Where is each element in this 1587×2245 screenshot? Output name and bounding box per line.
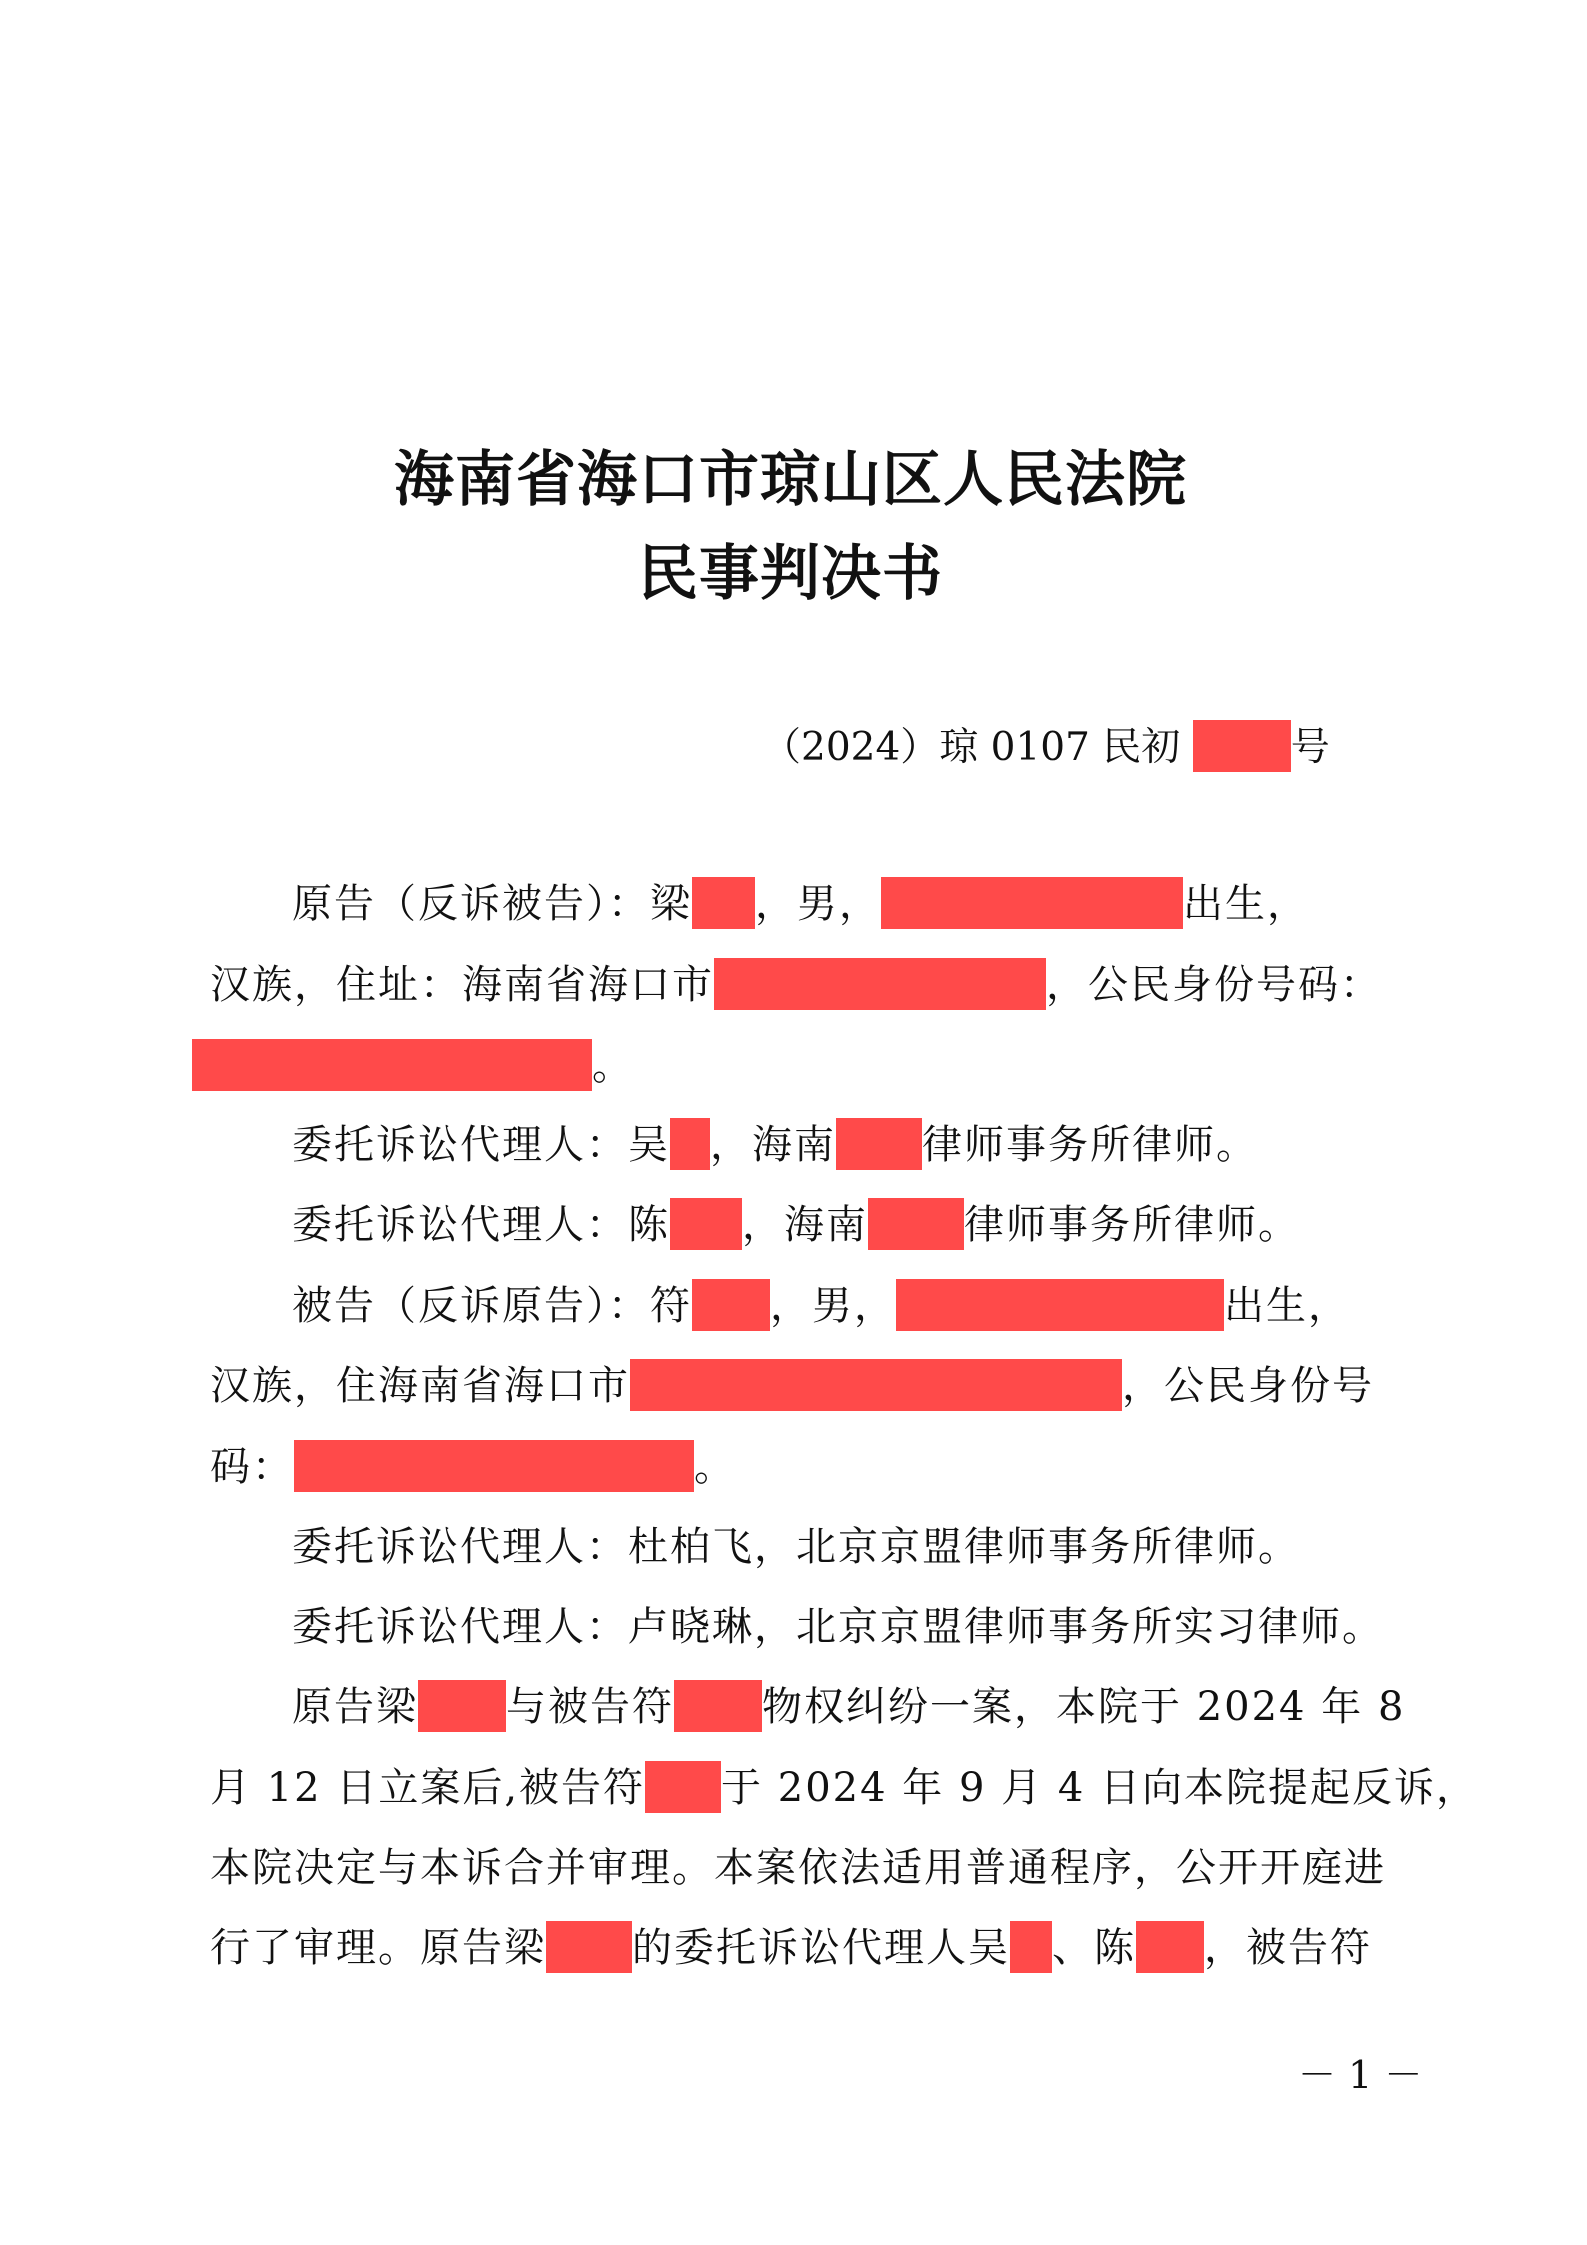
agent-firm-suffix: 律师事务所律师。 (922, 1122, 1258, 1168)
plaintiff-label: 原告（反诉被告）：梁 (292, 881, 692, 927)
redaction-block (192, 1039, 592, 1091)
defendant-address-label: 汉族，住海南省海口市 (210, 1363, 630, 1409)
redaction-block (868, 1198, 964, 1250)
plaintiff-gender: ，男， (755, 881, 881, 927)
defendant-birth-suffix: 出生， (1224, 1283, 1350, 1329)
agent-line-1 (292, 1113, 1258, 1174)
document-type-title: 民事判决书 (638, 539, 943, 609)
period: 。 (592, 1043, 634, 1089)
redaction-block (714, 958, 1046, 1010)
redaction-block (896, 1279, 1224, 1331)
body-text: ，被告符 (1204, 1925, 1372, 1971)
plaintiff-id-label: ，公民身份号码： (1046, 962, 1382, 1008)
agent-label: 委托诉讼代理人：吴 (292, 1122, 670, 1168)
agent-firm-prefix: ，海南 (742, 1202, 868, 1248)
plaintiff-birth-suffix: 出生， (1183, 881, 1309, 927)
defendant-gender: ，男， (770, 1283, 896, 1329)
body-text: 原告梁 (292, 1684, 418, 1730)
redaction-block (670, 1118, 710, 1170)
redaction-block (692, 1279, 770, 1331)
defendant-label: 被告（反诉原告）：符 (292, 1283, 692, 1329)
redaction-block (546, 1921, 632, 1973)
case-number (762, 716, 1330, 776)
body-text: 于 2024 年 9 月 4 日向本院提起反诉， (721, 1765, 1479, 1811)
case-number-suffix: 号 (1290, 725, 1330, 770)
agent-firm-suffix: 律师事务所律师。 (964, 1202, 1300, 1248)
agent-line-3: 委托诉讼代理人：杜柏飞，北京京盟律师事务所律师。 (292, 1524, 1300, 1570)
redaction-block (881, 877, 1183, 929)
redaction-block (670, 1198, 742, 1250)
court-name-title: 海南省海口市琼山区人民法院 (394, 445, 1187, 515)
body-text: 、陈 (1052, 1925, 1136, 1971)
redaction-block (418, 1680, 506, 1732)
body-text: 行了审理。原告梁 (210, 1925, 546, 1971)
redaction-block (692, 877, 755, 929)
plaintiff-line-1 (292, 872, 1309, 933)
period: 。 (694, 1444, 736, 1490)
redaction-block (294, 1440, 694, 1492)
redaction-block (1010, 1921, 1052, 1973)
agent-label: 委托诉讼代理人：陈 (292, 1202, 670, 1248)
page-number: － 1 － (1298, 2053, 1423, 2097)
body-line-3: 本院决定与本诉合并审理。本案依法适用普通程序，公开开庭进 (210, 1845, 1386, 1891)
agent-line-2 (292, 1193, 1300, 1254)
redaction-block (674, 1680, 762, 1732)
redaction-block (1136, 1921, 1204, 1973)
redaction-block (836, 1118, 922, 1170)
plaintiff-line-2 (210, 953, 1382, 1014)
body-text: 月 12 日立案后,被告符 (210, 1765, 646, 1811)
body-text: 与被告符 (506, 1684, 674, 1730)
redaction-block (630, 1359, 1122, 1411)
redaction-block (1193, 720, 1291, 772)
body-line-4 (210, 1916, 1372, 1977)
plaintiff-line-3 (192, 1034, 634, 1095)
body-text: 的委托诉讼代理人吴 (632, 1925, 1010, 1971)
defendant-line-1 (292, 1274, 1350, 1335)
agent-line-4: 委托诉讼代理人：卢晓琳，北京京盟律师事务所实习律师。 (292, 1604, 1384, 1650)
defendant-id-label: ，公民身份号 (1122, 1363, 1374, 1409)
redaction-block (645, 1761, 721, 1813)
defendant-line-2 (210, 1354, 1374, 1415)
body-line-1 (292, 1675, 1405, 1736)
agent-firm-prefix: ，海南 (710, 1122, 836, 1168)
defendant-line-3 (210, 1435, 736, 1496)
body-text: 物权纠纷一案，本院于 2024 年 8 (762, 1684, 1406, 1730)
plaintiff-address-label: 汉族，住址：海南省海口市 (210, 962, 714, 1008)
case-number-prefix: （2024）琼 0107 民初 (762, 725, 1193, 770)
defendant-id-label-end: 码： (210, 1444, 294, 1490)
body-line-2 (210, 1756, 1478, 1817)
